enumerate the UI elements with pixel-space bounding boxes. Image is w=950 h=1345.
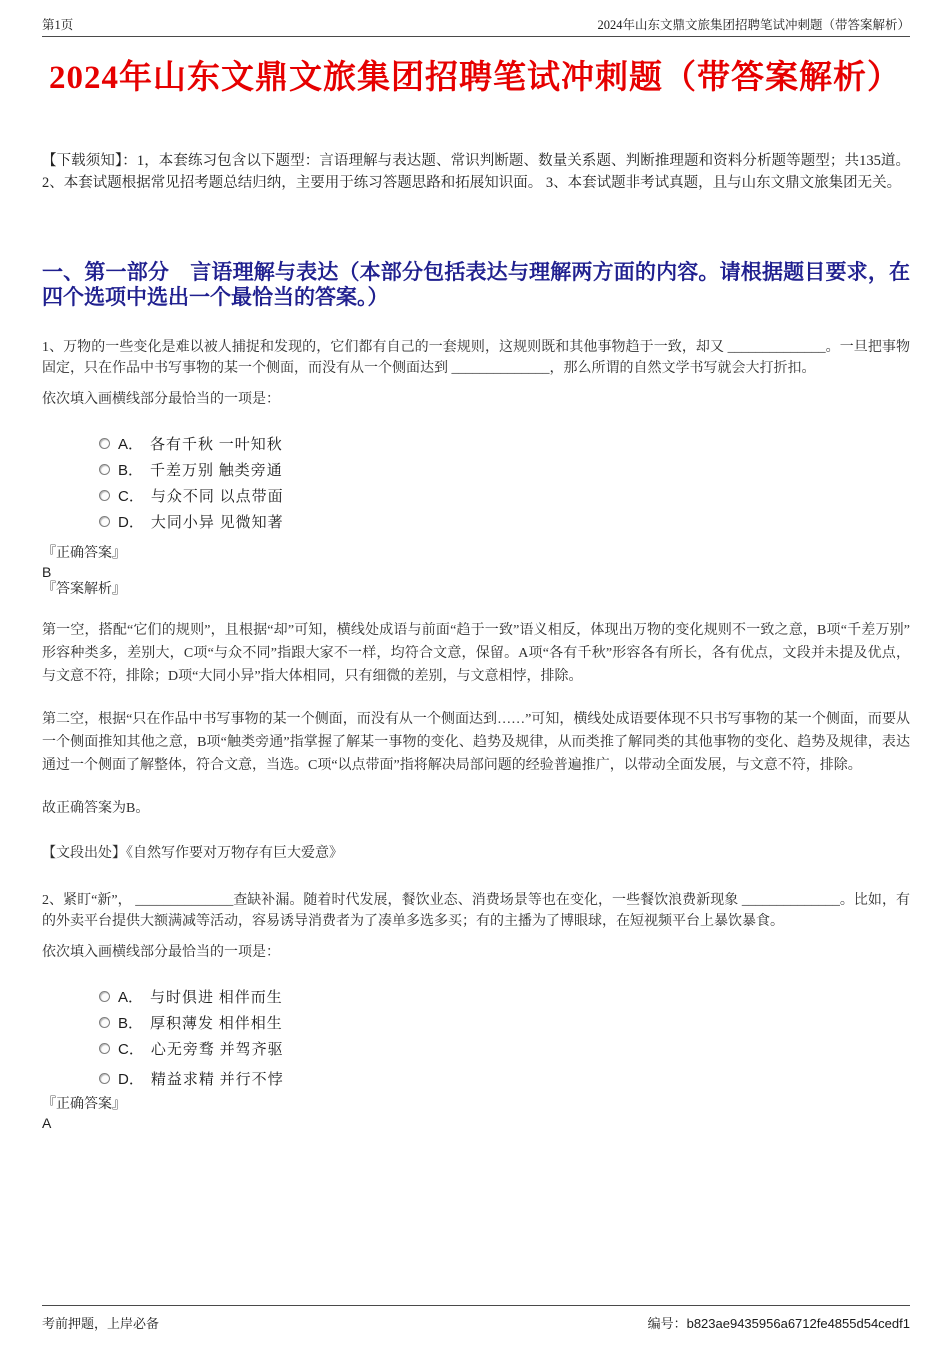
correct-answer-label: 『正确答案』: [42, 546, 126, 561]
question-1-stem: 1、万物的一些变化是难以被人捕捉和发现的，它们都有自己的一套规则，这规则既和其他事物趋于一致，却又 ______________。一旦把事物固定，只在作品中书写事物的某一个侧面，而没有从一个侧面达到 ______________，那么所谓的自然文学书写就会大打折扣。: [42, 340, 910, 376]
option-row-d: [99, 1070, 910, 1086]
radio-button-icon[interactable]: [99, 1043, 110, 1054]
question-1: [42, 337, 910, 865]
radio-button-icon[interactable]: [99, 1017, 110, 1028]
option-text: 心无旁骛 并驾齐驱: [150, 1041, 284, 1058]
radio-button-icon[interactable]: [99, 516, 110, 527]
correct-answer-value: B: [42, 564, 52, 580]
option-letter: D．: [118, 513, 144, 531]
radio-button-icon[interactable]: [99, 438, 110, 449]
footer-serial: [648, 1313, 910, 1332]
option-letter: D．: [118, 1070, 144, 1088]
option-row-b: [99, 461, 910, 477]
option-text: 精益求精 并行不悖: [150, 1071, 284, 1088]
analysis-paragraph-1: 第一空，搭配“它们的规则”，且根据“却”可知，横线处成语与前面“趋于一致”语义相反，体现出万物的变化规则不一致之意，B项“千差万别”形容种类多，差别大，C项“与众不同”指跟大家不一样，均符合文意，保留。A项“各有千秋”形容各有所长，各有优点，文段并未提及优点，与文意不符，排除；D项“大同小异”指大体相同，只有细微的差别，与文意相悖，排除。: [42, 623, 910, 684]
option-row-b: [99, 1014, 910, 1030]
option-letter: B．: [118, 1014, 144, 1032]
option-text: 与时俱进 相伴而生: [150, 989, 283, 1006]
question-1-prompt: 依次填入画横线部分最恰当的一项是：: [42, 392, 280, 407]
question-2-stem: 2、紧盯“新”， ______________查缺补漏。随着时代发展，餐饮业态、消费场景等也在变化，一些餐饮浪费新现象 ______________。比如，有的外卖平台提供大额满减等活动，容易诱导消费者为了凑单多选多买；有的主播为了博眼球，在短视频平台上暴饮暴食。: [42, 893, 910, 929]
question-2-prompt: 依次填入画横线部分最恰当的一项是：: [42, 945, 280, 960]
option-text: 千差万别 触类旁通: [150, 462, 283, 479]
analysis-conclusion: 故正确答案为B。: [42, 801, 150, 816]
radio-button-icon[interactable]: [99, 490, 110, 501]
option-text: 厚积薄发 相伴相生: [150, 1015, 283, 1032]
radio-button-icon[interactable]: [99, 464, 110, 475]
header-page-number: 第1页: [42, 18, 74, 32]
page-content: [0, 150, 950, 1132]
option-row-d: [99, 513, 910, 529]
option-text: 与众不同 以点带面: [150, 488, 284, 505]
radio-button-icon[interactable]: [99, 991, 110, 1002]
option-row-c: [99, 487, 910, 503]
page-header: [42, 0, 910, 37]
section-heading: 一、第一部分 言语理解与表达（本部分包括表达与理解两方面的内容。请根据题目要求，在四个选项中选出一个最恰当的答案。）: [42, 260, 910, 309]
option-letter: A．: [118, 988, 144, 1006]
page-footer: [42, 1305, 910, 1332]
question-1-options: [42, 435, 910, 529]
analysis-label: 『答案解析』: [42, 582, 126, 597]
option-letter: C．: [118, 1040, 144, 1058]
option-letter: A．: [118, 435, 144, 453]
analysis-paragraph-2: 第二空，根据“只在作品中书写事物的某一个侧面，而没有从一个侧面达到……”可知，横线处成语要体现不只书写事物的某一个侧面，而要从一个侧面推知其他之意，B项“触类旁通”指掌握了解某一事物的变化、趋势及规律，从而类推了解同类的其他事物的变化、趋势及规律，表达通过一个侧面了解整体，符合文意，当选。C项“以点带面”指将解决局部问题的经验普遍推广，以带动全面发展，与文意不符，排除。: [42, 712, 910, 773]
option-letter: B．: [118, 461, 144, 479]
source-reference: 【文段出处】《自然写作要对万物存有巨大爱意》: [42, 846, 343, 861]
option-row-a: [99, 435, 910, 451]
question-2: [42, 890, 910, 1132]
footer-serial-label: 编号：: [647, 1316, 687, 1331]
footer-slogan: 考前押题，上岸必备: [42, 1316, 160, 1331]
question-2-options: [42, 988, 910, 1086]
radio-button-icon[interactable]: [99, 1073, 110, 1084]
option-letter: C．: [118, 487, 144, 505]
correct-answer-label: 『正确答案』: [42, 1097, 126, 1112]
option-row-c: [99, 1040, 910, 1056]
option-text: 大同小异 见微知著: [150, 514, 284, 531]
correct-answer-value: A: [42, 1115, 52, 1131]
option-row-a: [99, 988, 910, 1004]
footer-serial-value: b823ae9435956a6712fe4855d54cedf1: [686, 1316, 910, 1331]
option-text: 各有千秋 一叶知秋: [150, 436, 283, 453]
header-doc-title: 2024年山东文鼎文旅集团招聘笔试冲刺题（带答案解析）: [597, 18, 910, 32]
page-title: 2024年山东文鼎文旅集团招聘笔试冲刺题（带答案解析）: [49, 60, 901, 96]
download-notice: 【下载须知】：1，本套练习包含以下题型：言语理解与表达题、常识判断题、数量关系题、判断推理题和资料分析题等题型；共135道。 2、本套试题根据常见招考题总结归纳，主要用于练习答题思路和拓展知识面。 3、本套试题非考试真题，且与山东文鼎文旅集团无关。: [42, 153, 910, 191]
